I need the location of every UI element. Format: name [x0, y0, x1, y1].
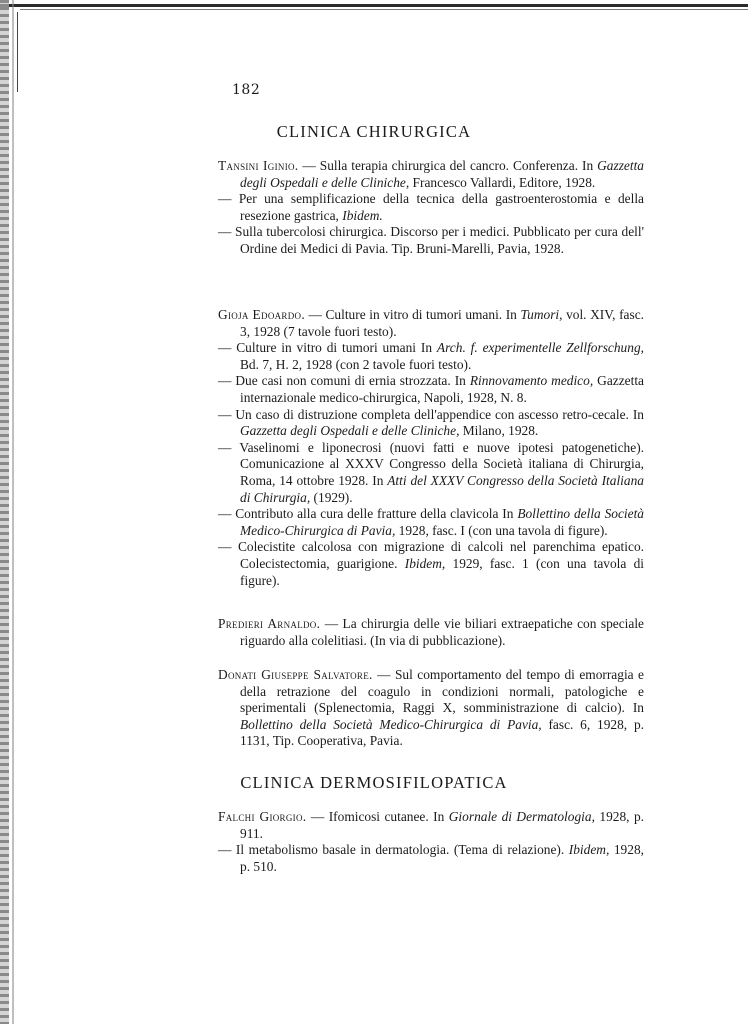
citation-text: fasc. 6, 1928, p. 1131, Tip. Cooperativa, Pavia. — [240, 716, 644, 749]
citation-text: 1928, p. 911. — [240, 809, 644, 841]
entry-gioja — [218, 307, 644, 589]
sub-entry-text — [218, 340, 644, 373]
citation-text: — Vaselinomi e liponecrosi (nuovi fatti e nuove ipotesi patogenetiche). Comunicazione al XXXV Congresso della Società italiana di Chirurgia, Roma, 14 ottobre 1928. In — [218, 439, 644, 488]
sub-entry-text — [218, 842, 644, 875]
author-name: Tansini Iginio. — [218, 158, 299, 173]
sub-entry-text — [218, 539, 644, 589]
citation-text: — Sulla terapia chirurgica del cancro. Conferenza. In — [298, 158, 598, 173]
citation-text: 1929, fasc. 1 (con una tavola di figure). — [240, 555, 645, 588]
citation-text: Gazzetta internazionale medico-chirurgica, Napoli, 1928, N. 8. — [240, 373, 644, 405]
scan-binding-edge — [0, 0, 9, 1024]
author-name: Donati Giuseppe Salvatore. — [218, 667, 373, 682]
entry-text — [218, 667, 644, 750]
sub-entry-text — [218, 440, 644, 506]
publication-title: Ibidem. — [342, 207, 383, 223]
citation-text: (1929). — [310, 489, 353, 505]
publication-title: Tumori, — [520, 307, 563, 322]
entry-tansini — [218, 158, 644, 258]
publication-title: Gazzetta degli Ospedali e delle Cliniche, — [240, 423, 460, 439]
sub-entry-text — [218, 224, 644, 257]
entry-text — [218, 158, 644, 191]
sub-entry-text — [218, 373, 644, 406]
entry-predieri — [218, 616, 644, 649]
scan-binding-mark — [17, 12, 18, 92]
page-number: 182 — [232, 82, 261, 98]
citation-text: — Contributo alla cura delle fratture della clavicola In — [218, 506, 518, 522]
sub-entry-text — [218, 191, 644, 224]
citation-text: — Culture in vitro di tumori umani In — [218, 340, 437, 356]
publication-title: Atti del XXXV Congresso della Società Italiana di Chirurgia, — [240, 472, 644, 505]
citation-text: — Culture in vitro di tumori umani. In — [304, 307, 521, 322]
entry-text — [218, 616, 644, 649]
citation-text: vol. XIV, fasc. 3, 1928 (7 tavole fuori testo). — [240, 307, 644, 339]
section-title-clinica-dermosifilopatica: CLINICA DERMOSIFILOPATICA — [240, 773, 508, 792]
citation-text: — Un caso di distruzione completa dell'appendice con ascesso retro-cecale. In — [218, 406, 644, 422]
citation-text: — Sul comportamento del tempo di emorragia e della retrazione del coagulo in condizioni normali, patologiche e sperimentali (Splenectomia, Raggi X, somministrazione di calcio). In — [240, 667, 644, 716]
publication-title: Bollettino della Società Medico-Chirurgica di Pavia, — [240, 506, 644, 538]
sub-entry-text — [218, 506, 644, 539]
citation-text: Milano, 1928. — [459, 423, 539, 439]
entry-falchi — [218, 809, 644, 875]
entry-donati — [218, 667, 644, 750]
citation-text: 1928, fasc. I (con una tavola di figure). — [395, 522, 608, 538]
author-name: Gioja Edoardo. — [218, 307, 305, 322]
citation-text: — Il metabolismo basale in dermatologia. (Tema di relazione). — [218, 842, 569, 858]
citation-text: Bd. 7, H. 2, 1928 (con 2 tavole fuori testo). — [240, 356, 472, 372]
publication-title: Ibidem, — [568, 842, 610, 858]
publication-title: Bollettino della Società Medico-Chirurgica di Pavia, — [240, 716, 542, 732]
citation-text: — Ifomicosi cutanee. In — [306, 809, 449, 824]
entry-text — [218, 307, 644, 340]
sub-entry-text — [218, 407, 644, 440]
author-name: Falchi Giorgio. — [218, 809, 307, 824]
citation-text: — Per una semplificazione della tecnica della gastroenterostomia e della resezione gastrica, — [218, 191, 644, 223]
scan-binding-line — [12, 0, 14, 1024]
citation-text: 1928, p. 510. — [240, 842, 644, 874]
entry-text — [218, 809, 644, 842]
scan-top-border — [0, 4, 748, 7]
section-title-clinica-chirurgica: CLINICA CHIRURGICA — [276, 122, 472, 141]
publication-title: Gazzetta degli Ospedali e delle Cliniche, — [240, 158, 644, 190]
publication-title: Rinnovamento medico, — [469, 373, 594, 389]
author-name: Predieri Arnaldo. — [218, 616, 321, 631]
publication-title: Arch. f. experimentelle Zellforschung, — [436, 340, 644, 356]
citation-text: — La chirurgia delle vie biliari extraepatiche con speciale riguardo alla colelitiasi. (In via di pubblicazione). — [240, 616, 644, 648]
citation-text: Francesco Vallardi, Editore, 1928. — [409, 174, 596, 190]
publication-title: Giornale di Dermatologia, — [448, 809, 595, 824]
publication-title: Ibidem, — [404, 555, 446, 571]
citation-text: — Colecistite calcolosa con migrazione di calcoli nel parenchima epatico. Colecistectomia, guarigione. — [218, 539, 644, 571]
citation-text: — Due casi non comuni di ernia strozzata. In — [218, 373, 470, 389]
scan-top-border-thin — [20, 9, 748, 10]
citation-text: — Sulla tubercolosi chirurgica. Discorso per i medici. Pubblicato per cura dell' Ordine dei Medici di Pavia. Tip. Bruni-Marelli, Pavia, 1928. — [218, 224, 644, 256]
